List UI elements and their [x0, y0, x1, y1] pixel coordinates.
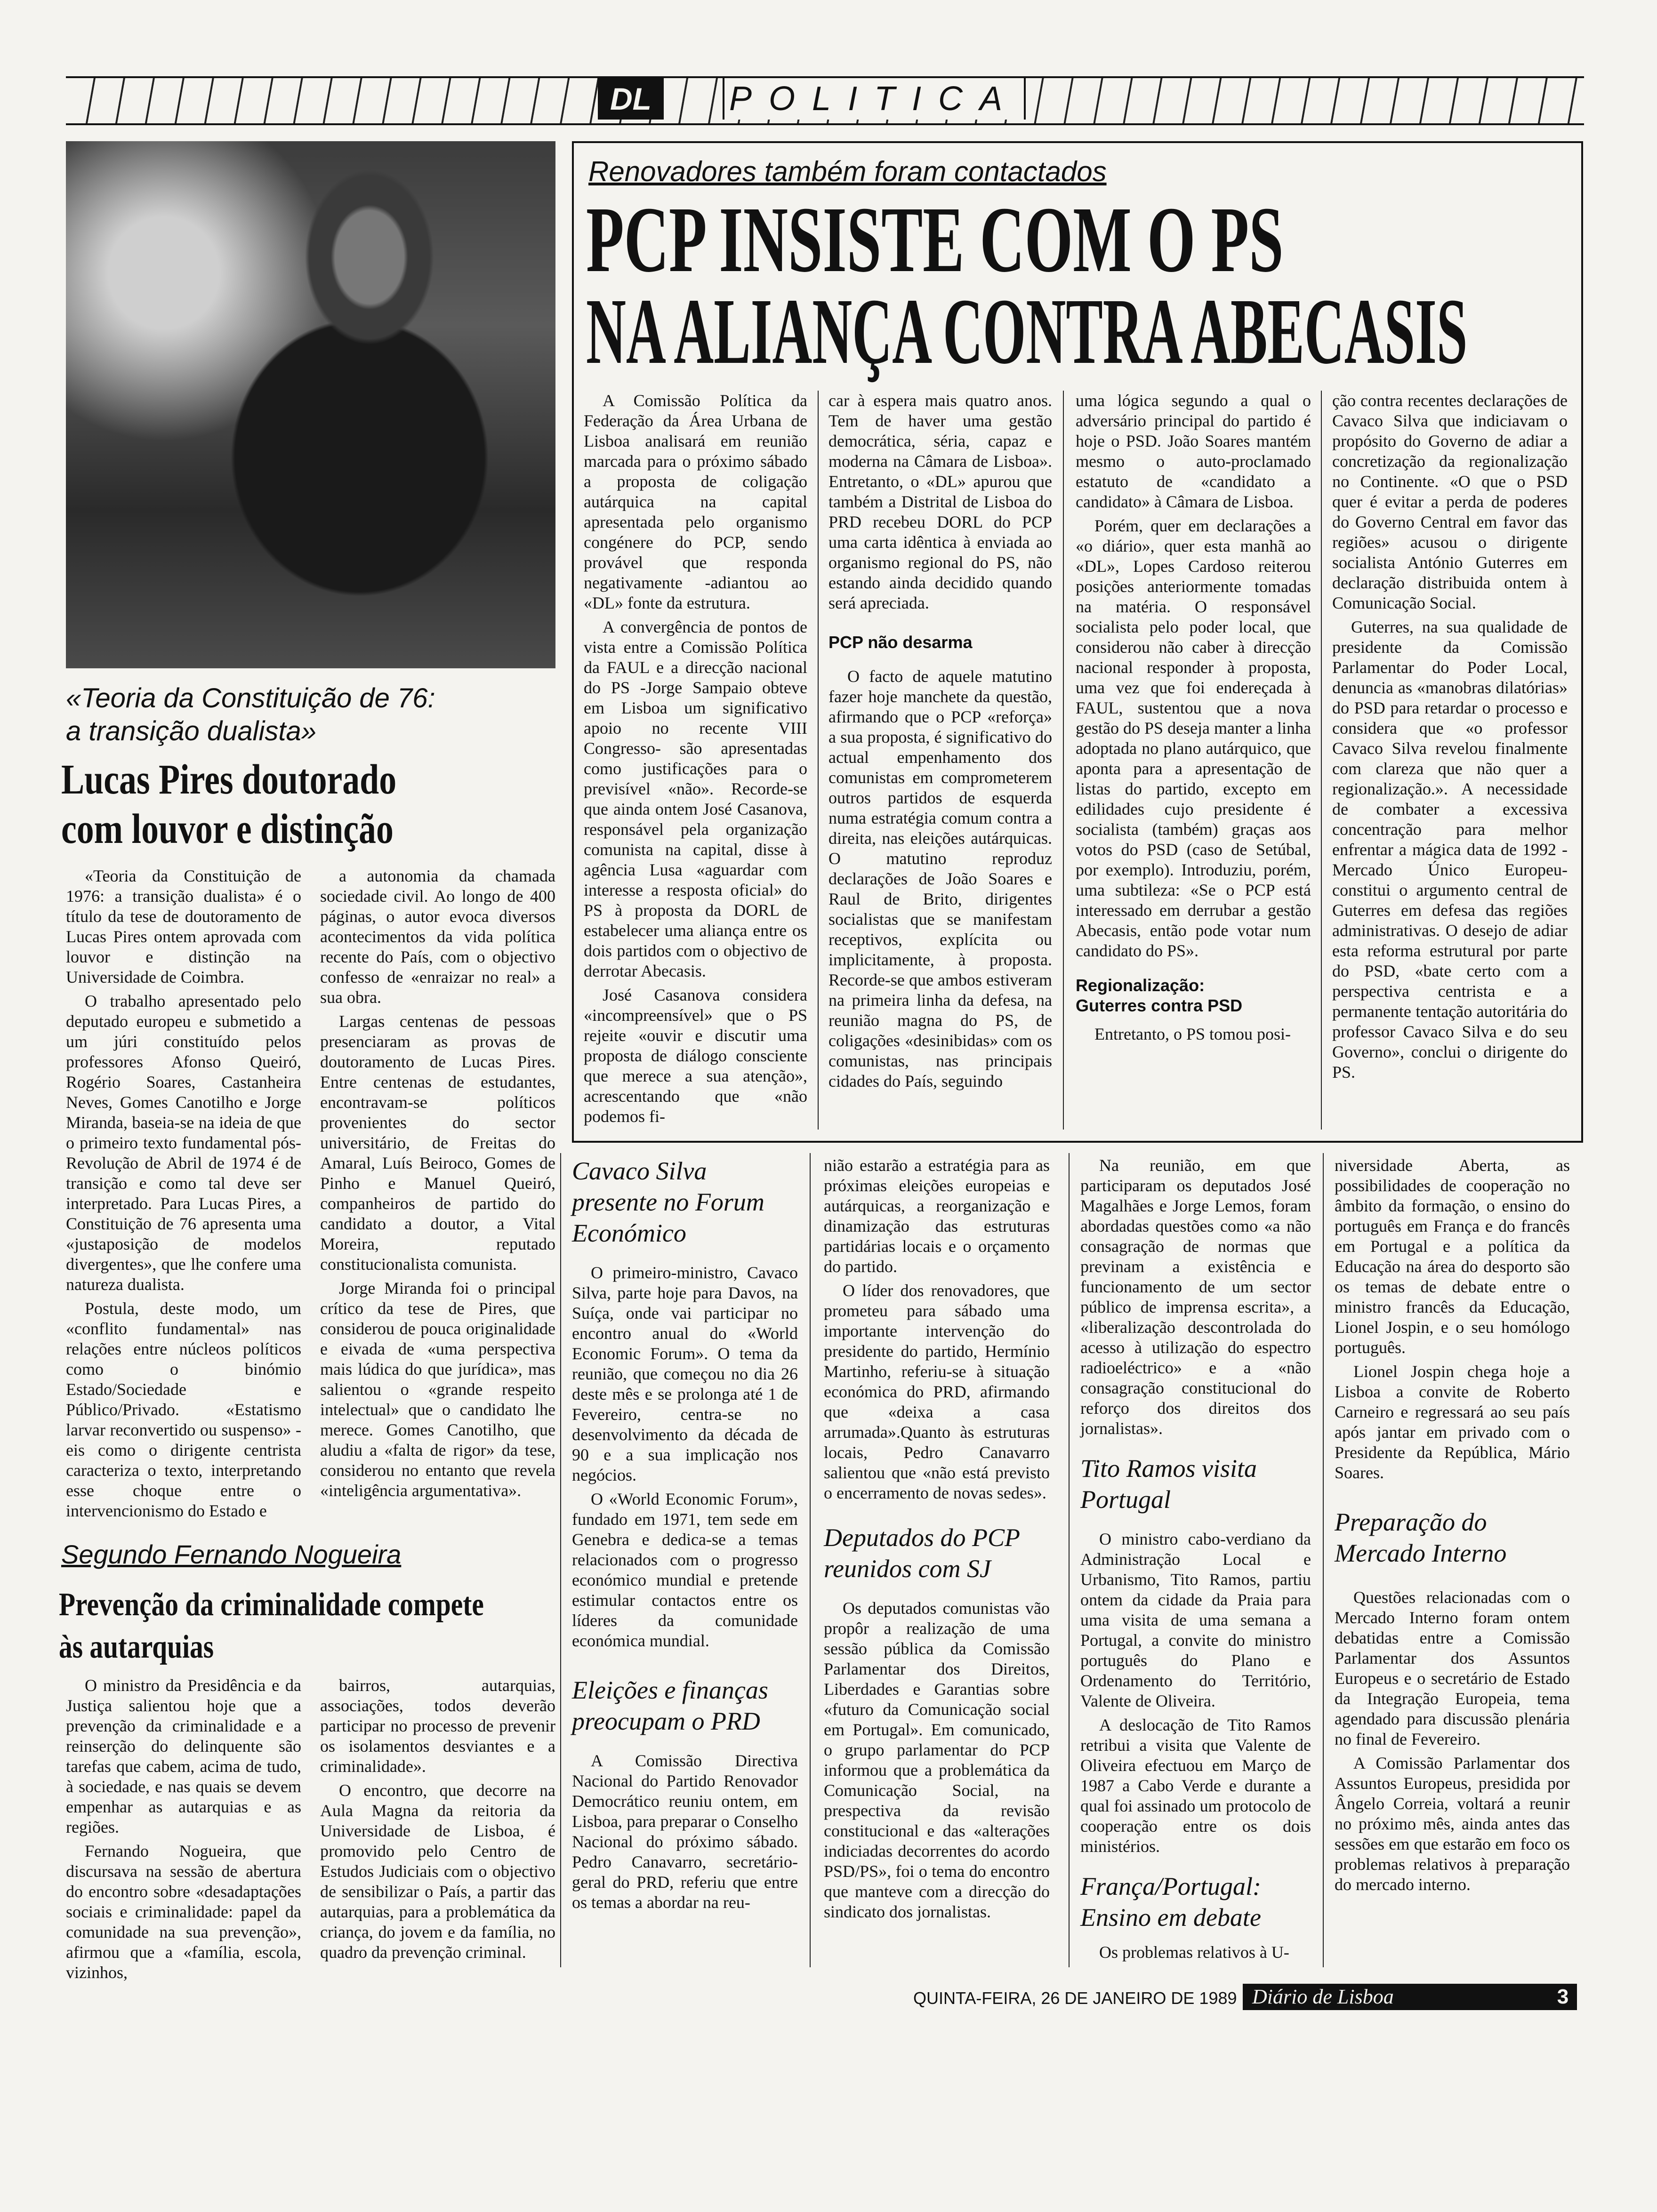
- pcp-kicker: Renovadores também foram contactados: [588, 156, 1107, 187]
- prd-title: Eleições e finanças preocupam o PRD: [572, 1676, 768, 1735]
- tito-title: Tito Ramos visita Portugal: [1080, 1454, 1257, 1514]
- crim-column-1: [66, 1675, 301, 1987]
- lucas-paragraph: Largas centenas de pessoas presenciaram as provas de doutoramento de Lucas Pires. Entre centenas de estudantes, encontravam-se políticos provenientes do sector universitário, de Freitas do Amaral, Luís Beiroco, Gomes de Pinho e Manuel Queiró, companheiros de partido do candidato a doutor, a Vital Moreira, reputado constitucionalista comunista.: [320, 1012, 555, 1274]
- lucas-paragraph: a autonomia da chamada sociedade civil. Ao longo de 400 páginas, o autor evoca diversos acontecimentos da vida política recente do País, com o objectivo confesso de «enraizar no real» a sua obra.: [320, 866, 555, 1007]
- pcp-headline-line1: PCP INSISTE COM O PS: [586, 188, 1284, 292]
- briefs-column-c: [1080, 1155, 1311, 1966]
- pcp-paragraph: Porém, quer em declarações a «o diário», quer esta manhã ao «DL», Lopes Cardoso reiterou posições anteriormente tomadas na matéria. O responsável socialista pelo poder local, que considerou não caber à direcção nacional responder à proposta, uma vez que foi endereçada à FAUL, sustentou que a nova gestão do PS deseja manter a linha adoptada no plano autárquico, que aponta para a apresentação de listas do partido, excepto em edilidades cujo presidente é socialista (também) graças aos votos do PSD (caso de Setúbal, por exemplo). Introduziu, porém, uma subtileza: «Se o PCP está interessado em derrubar a gestão Abecasis, então pode votar num candidato do PS».: [1076, 516, 1311, 960]
- sj-title: Deputados do PCP reunidos com SJ: [824, 1523, 1020, 1583]
- crim-paragraph: O ministro da Presidência e da Justiça salientou hoje que a prevenção da criminalidade e a reinserção do delinquente são tarefas que cabem, acima de tudo, à sociedade, e nas quais se devem empenhar as autarquias e as regiões.: [66, 1676, 301, 1836]
- lucas-headline-line2: com louvor e distinção: [61, 806, 394, 852]
- mercado-paragraph: A Comissão Parlamentar dos Assuntos Europeus, presidida por Ângelo Correia, voltará a reunir no próximo mês, ainda antes das sessões em que estarão em foco os problemas relativos à preparação do mercado interno.: [1335, 1754, 1570, 1894]
- lucas-paragraph: «Teoria da Constituição de 1976: a transição dualista» é o título da tese de doutoramento de Lucas Pires ontem aprovada com louvor e distinção na Universidade de Coimbra.: [66, 866, 301, 986]
- pcp-paragraph: Guterres, na sua qualidade de presidente da Comissão Parlamentar do Poder Local, denuncia as «manobras dilatórias» do PSD para retardar o processo e considera que «o professor Cavaco Silva revelou finalmente com clareza que não quer a regionalização.». A necessidade de combater a excessiva concentração para melhor enfrentar a mágica data de 1992 -Mercado Único Europeu- constitui o argumento central de Guterres em defesa das regiões administrativas. O desejo de adiar esta reforma estrutural por parte do PSD, «bate certo com a perspectiva centrista e a permanente tentação autoritária do professor Cavaco Silva e do seu Governo», conclui o dirigente do PS.: [1332, 617, 1568, 1082]
- pcp-paragraph: A Comissão Política da Federação da Área Urbana de Lisboa analisará em reunião marcada para o próximo sábado a proposta de coligação autárquica na capital apresentada pelo organismo congénere do PCP, sendo provável que responda negativamente -adiantou ao «DL» fonte da estrutura.: [584, 391, 807, 612]
- header-logo: DL: [598, 78, 664, 120]
- lucas-paragraph: Jorge Miranda foi o principal crítico da tese de Pires, que considerou de pouca originalidade e eivada de «uma perspectiva mais lúdica do que jurídica», mas salientou o «grande respeito intelectual» que o candidato lhe merece. Gomes Canotilho, que aludiu a «falta de rigor» da tese, considerou no entanto que revela «inteligência argumentativa».: [320, 1279, 555, 1500]
- franca-paragraph: Os problemas relativos à U-: [1099, 1943, 1289, 1962]
- pcp-paragraph: A convergência de pontos de vista entre a Comissão Política da FAUL e a direcção nacional do PS -Jorge Sampaio obteve em Lisboa um significativo apoio no recente VIII Congresso- são apresentadas como justificações para o previsível «não». Recorde-se que ainda ontem José Casanova, responsável pela organização comunista na capital, disse à agência Lusa «aguardar com interesse a resposta oficial» do PS à proposta da DORL de estabelecer uma aliança entre os dois partidos com o objectivo de derrotar Abecasis.: [584, 617, 807, 980]
- sj-paragraph: Os deputados comunistas vão propôr a realização de uma sessão pública da Comissão Parlamentar dos Direitos, Liberdades e Garantias sobre «futuro da Comunicação social em Portugal». Em comunicado, o grupo parlamentar do PCP informou que a problemática da Comunicação Social, na prespectiva da revisão constitucional e das «alterações indiciadas decorrentes do acordo PSD/PS», foi o tema do encontro que manteve com a direcção do sindicato dos jornalistas.: [824, 1599, 1050, 1921]
- lucas-paragraph: Postula, deste modo, um «conflito fundamental» nas relações entre núcleos políticos como o binómio Estado/Sociedade e Público/Privado. «Estatismo larvar reconvertido ou suspenso» -eis como o dirigente centrista caracteriza o texto, interpretando esse choque entre o intervencionismo do Estado e: [66, 1299, 301, 1520]
- footer-masthead: Diário de Lisboa: [1243, 1984, 1553, 2010]
- lucas-column-1: [66, 866, 301, 1525]
- pcp-paragraph: O facto de aquele matutino fazer hoje manchete da questão, afirmando que o PCP «reforça» a sua proposta, é significativo do actual empenhamento dos comunistas em comprometerem outros partidos de esquerda numa estratégia comum contra a direita, nas eleições autárquicas. O matutino reproduz declarações de João Soares e Raul de Brito, dirigentes socialistas que se manifestam receptivos, explícita ou implicitamente, à proposta. Recorde-se que ambos estiveram na primeira linha da defesa, na reunião magna do PS, de coligações «desinibidas» com os comunistas, nas principais cidades do País, seguindo: [828, 667, 1052, 1090]
- briefs-divider: [1069, 1153, 1070, 1967]
- sj-paragraph: Na reunião, em que participaram os deputados José Magalhães e Jorge Lemos, foram abordadas questões como «a não consagração de normas que previnam a existência e funcionamento de um sector público de imprensa escrita», a «liberalização descontrolada do acesso à utilização do espectro radioeléctrico» e a «não consagração constitucional do reforço dos direitos dos jornalistas».: [1080, 1156, 1311, 1438]
- cavaco-paragraph: O «World Economic Forum», fundado em 1971, tem sede em Genebra e dedica-se a temas relacionados com o progresso económico mundial e pretende estimular contactos entre os líderes da comunidade económica mundial.: [572, 1490, 798, 1650]
- briefs-column-a: [572, 1155, 798, 1916]
- lucas-column-2: [320, 866, 555, 1505]
- pcp-paragraph: José Casanova considera «incompreensível» que o PS rejeite «ouvir e discutir uma proposta de diálogo consciente que merece a sua atenção», acrescentando que «não podemos fi-: [584, 986, 807, 1126]
- briefs-divider: [1323, 1153, 1324, 1967]
- crim-headline-line2: às autarquias: [59, 1629, 214, 1665]
- crim-paragraph: Fernando Nogueira, que discursava na sessão de abertura do encontro sobre «desadaptações sociais e criminalidade: papel da comunidade na sua prevenção», afirmou que a «família, escola, vizinhos,: [66, 1842, 301, 1982]
- pcp-paragraph: Entretanto, o PS tomou posi-: [1094, 1025, 1291, 1043]
- pcp-paragraph: car à espera mais quatro anos. Tem de haver uma gestão democrática, séria, capaz e moderna na Câmara de Lisboa». Entretanto, o «DL» apurou que também a Distrital de Lisboa do PRD recebeu DORL do PCP uma carta idêntica à enviada ao organismo regional do PS, não estando ainda decidido quando será apreciada.: [828, 391, 1052, 612]
- pcp-paragraph: ção contra recentes declarações de Cavaco Silva que indiciavam o propósito do Governo de adiar a concretização da regionalização no Continente. «O que o PSD quer é evitar a perda de poderes do Governo Central em favor das regiões» acusou o dirigente socialista António Guterres em declaração distribuida ontem à Comunicação Social.: [1332, 391, 1568, 612]
- cavaco-paragraph: O primeiro-ministro, Cavaco Silva, parte hoje para Davos, na Suíça, onde vai participar no encontro anual do «World Economic Forum». O tema da reunião, que começou no dia 26 deste mês e se prolonga até 1 de Fevereiro, centra-se no desenvolvimento da década de 90 e a sua implicação nos negócios.: [572, 1263, 798, 1484]
- pcp-column-divider: [1321, 391, 1322, 1130]
- lucas-paragraph: O trabalho apresentado pelo deputado europeu e submetido a um júri constituído pelos professores Afonso Queiró, Rogério Soares, Castanheira Neves, Gomes Canotilho e Jorge Miranda, baseia-se na ideia de que o primeiro texto fundamental pós-Revolução de Abril de 1974 é de transição e como tal deve ser interpretado. Para Lucas Pires, a Constituição de 76 apresenta uma «justaposição de modelos divergentes», que lhe confere uma natureza dualista.: [66, 992, 301, 1294]
- mercado-title: Preparação do Mercado Interno: [1335, 1508, 1507, 1567]
- tito-paragraph: O ministro cabo-verdiano da Administração Local e Urbanismo, Tito Ramos, partiu ontem da cidade da Praia para uma visita de uma semana a Portugal, a convite do ministro português do Plano e Ordenamento do Território, Valente de Oliveira.: [1080, 1530, 1311, 1710]
- cavaco-title: Cavaco Silva presente no Forum Económico: [572, 1157, 764, 1247]
- pcp-column-3: [1076, 391, 1311, 1048]
- lucas-pires-photo: [66, 141, 555, 668]
- pcp-column-divider: [1063, 391, 1064, 1130]
- crim-kicker: Segundo Fernando Nogueira: [61, 1539, 402, 1569]
- prd-paragraph: O líder dos renovadores, que prometeu para sábado uma importante intervenção do presidente do partido, Hermínio Martinho, referiu-se à situação económica do PRD, afirmando que «deixa a casa arrumada».Quanto às estruturas locais, Pedro Canavarro salientou que «não está previsto o encerramento de novas sedes».: [824, 1281, 1050, 1502]
- franca-title: França/Portugal: Ensino em debate: [1080, 1872, 1261, 1931]
- crim-headline-line1: Prevenção da criminalidade compete: [59, 1587, 484, 1623]
- section-title: POLITICA: [723, 78, 1026, 120]
- prd-paragraph: A Comissão Directiva Nacional do Partido Renovador Democrático reuniu ontem, em Lisboa, para preparar o Conselho Nacional do próximo sábado. Pedro Canavarro, secretário-geral do PRD, referiu que entre os temas a abordar na reu-: [572, 1751, 798, 1912]
- franca-paragraph: Lionel Jospin chega hoje a Lisboa a convite de Roberto Carneiro e regressará ao seu país após jantar em privado com o Presidente da República, Mário Soares.: [1335, 1362, 1570, 1482]
- crim-paragraph: O encontro, que decorre na Aula Magna da reitoria da Universidade de Lisboa, é promovido pelo Centro de Estudos Judiciais com o objectivo de sensibilizar o País, a partir das autarquias, para a problemática da criança, do jovem e da família, no quadro da prevenção criminal.: [320, 1781, 555, 1962]
- briefs-divider: [560, 1153, 561, 1967]
- crim-column-2: [320, 1675, 555, 1966]
- franca-paragraph: niversidade Aberta, as possibilidades de cooperação no âmbito da formação, o ensino do português em França e do francês em Portugal e a política da Educação na área do desporto são os temas de debate entre o ministro francês da Educação, Lionel Jospin, e o seu homólogo português.: [1335, 1156, 1570, 1357]
- pcp-subhead-guterres: Guterres contra PSD: [1076, 996, 1243, 1015]
- tito-paragraph: A deslocação de Tito Ramos retribui a visita que Valente de Oliveira efectuou em Março de 1987 a Cabo Verde e durante a qual foi assinado um protocolo de cooperação entre os dois ministérios.: [1080, 1715, 1311, 1856]
- prd-paragraph: nião estarão a estratégia para as próximas eleições europeias e autárquicas, a reorganização e dinamização das estruturas partidárias locais e o orçamento do partido.: [824, 1156, 1050, 1276]
- footer-page-number: 3: [1549, 1984, 1577, 2010]
- briefs-column-d: [1335, 1155, 1570, 1899]
- pcp-column-divider: [818, 391, 819, 1130]
- pcp-column-1: [584, 391, 807, 1130]
- briefs-divider: [810, 1153, 811, 1967]
- mercado-paragraph: Questões relacionadas com o Mercado Interno foram ontem debatidas entre a Comissão Parlamentar dos Assuntos Europeus e o secretário de Estado da Integração Europeia, tema agendado para discussão plenária no final de Fevereiro.: [1335, 1588, 1570, 1748]
- pcp-column-4: [1332, 391, 1568, 1086]
- crim-paragraph: bairros, autarquias, associações, todos deverão participar no processo de prevenir os isolamentos desviantes e a criminalidade».: [320, 1676, 555, 1776]
- pcp-subhead-regionalizacao: Regionalização:: [1076, 976, 1205, 995]
- pcp-headline-line2: NA ALIANÇA CONTRA ABECASIS: [586, 280, 1468, 384]
- photo-caption-line2: a transição dualista»: [66, 716, 316, 746]
- briefs-column-b: [824, 1155, 1050, 1926]
- footer-date: QUINTA-FEIRA, 26 DE JANEIRO DE 1989: [913, 1988, 1237, 2008]
- lucas-headline-line1: Lucas Pires doutorado: [61, 756, 397, 803]
- pcp-subhead-pcp-nao-desarma: PCP não desarma: [828, 633, 973, 652]
- pcp-column-2: [828, 391, 1052, 1095]
- photo-caption-line1: «Teoria da Constituição de 76:: [66, 683, 435, 713]
- pcp-paragraph: uma lógica segundo a qual o adversário principal do partido é hoje o PSD. João Soares mantém mesmo o auto-proclamado estatuto de «candidato a candidato» à Câmara de Lisboa.: [1076, 391, 1311, 511]
